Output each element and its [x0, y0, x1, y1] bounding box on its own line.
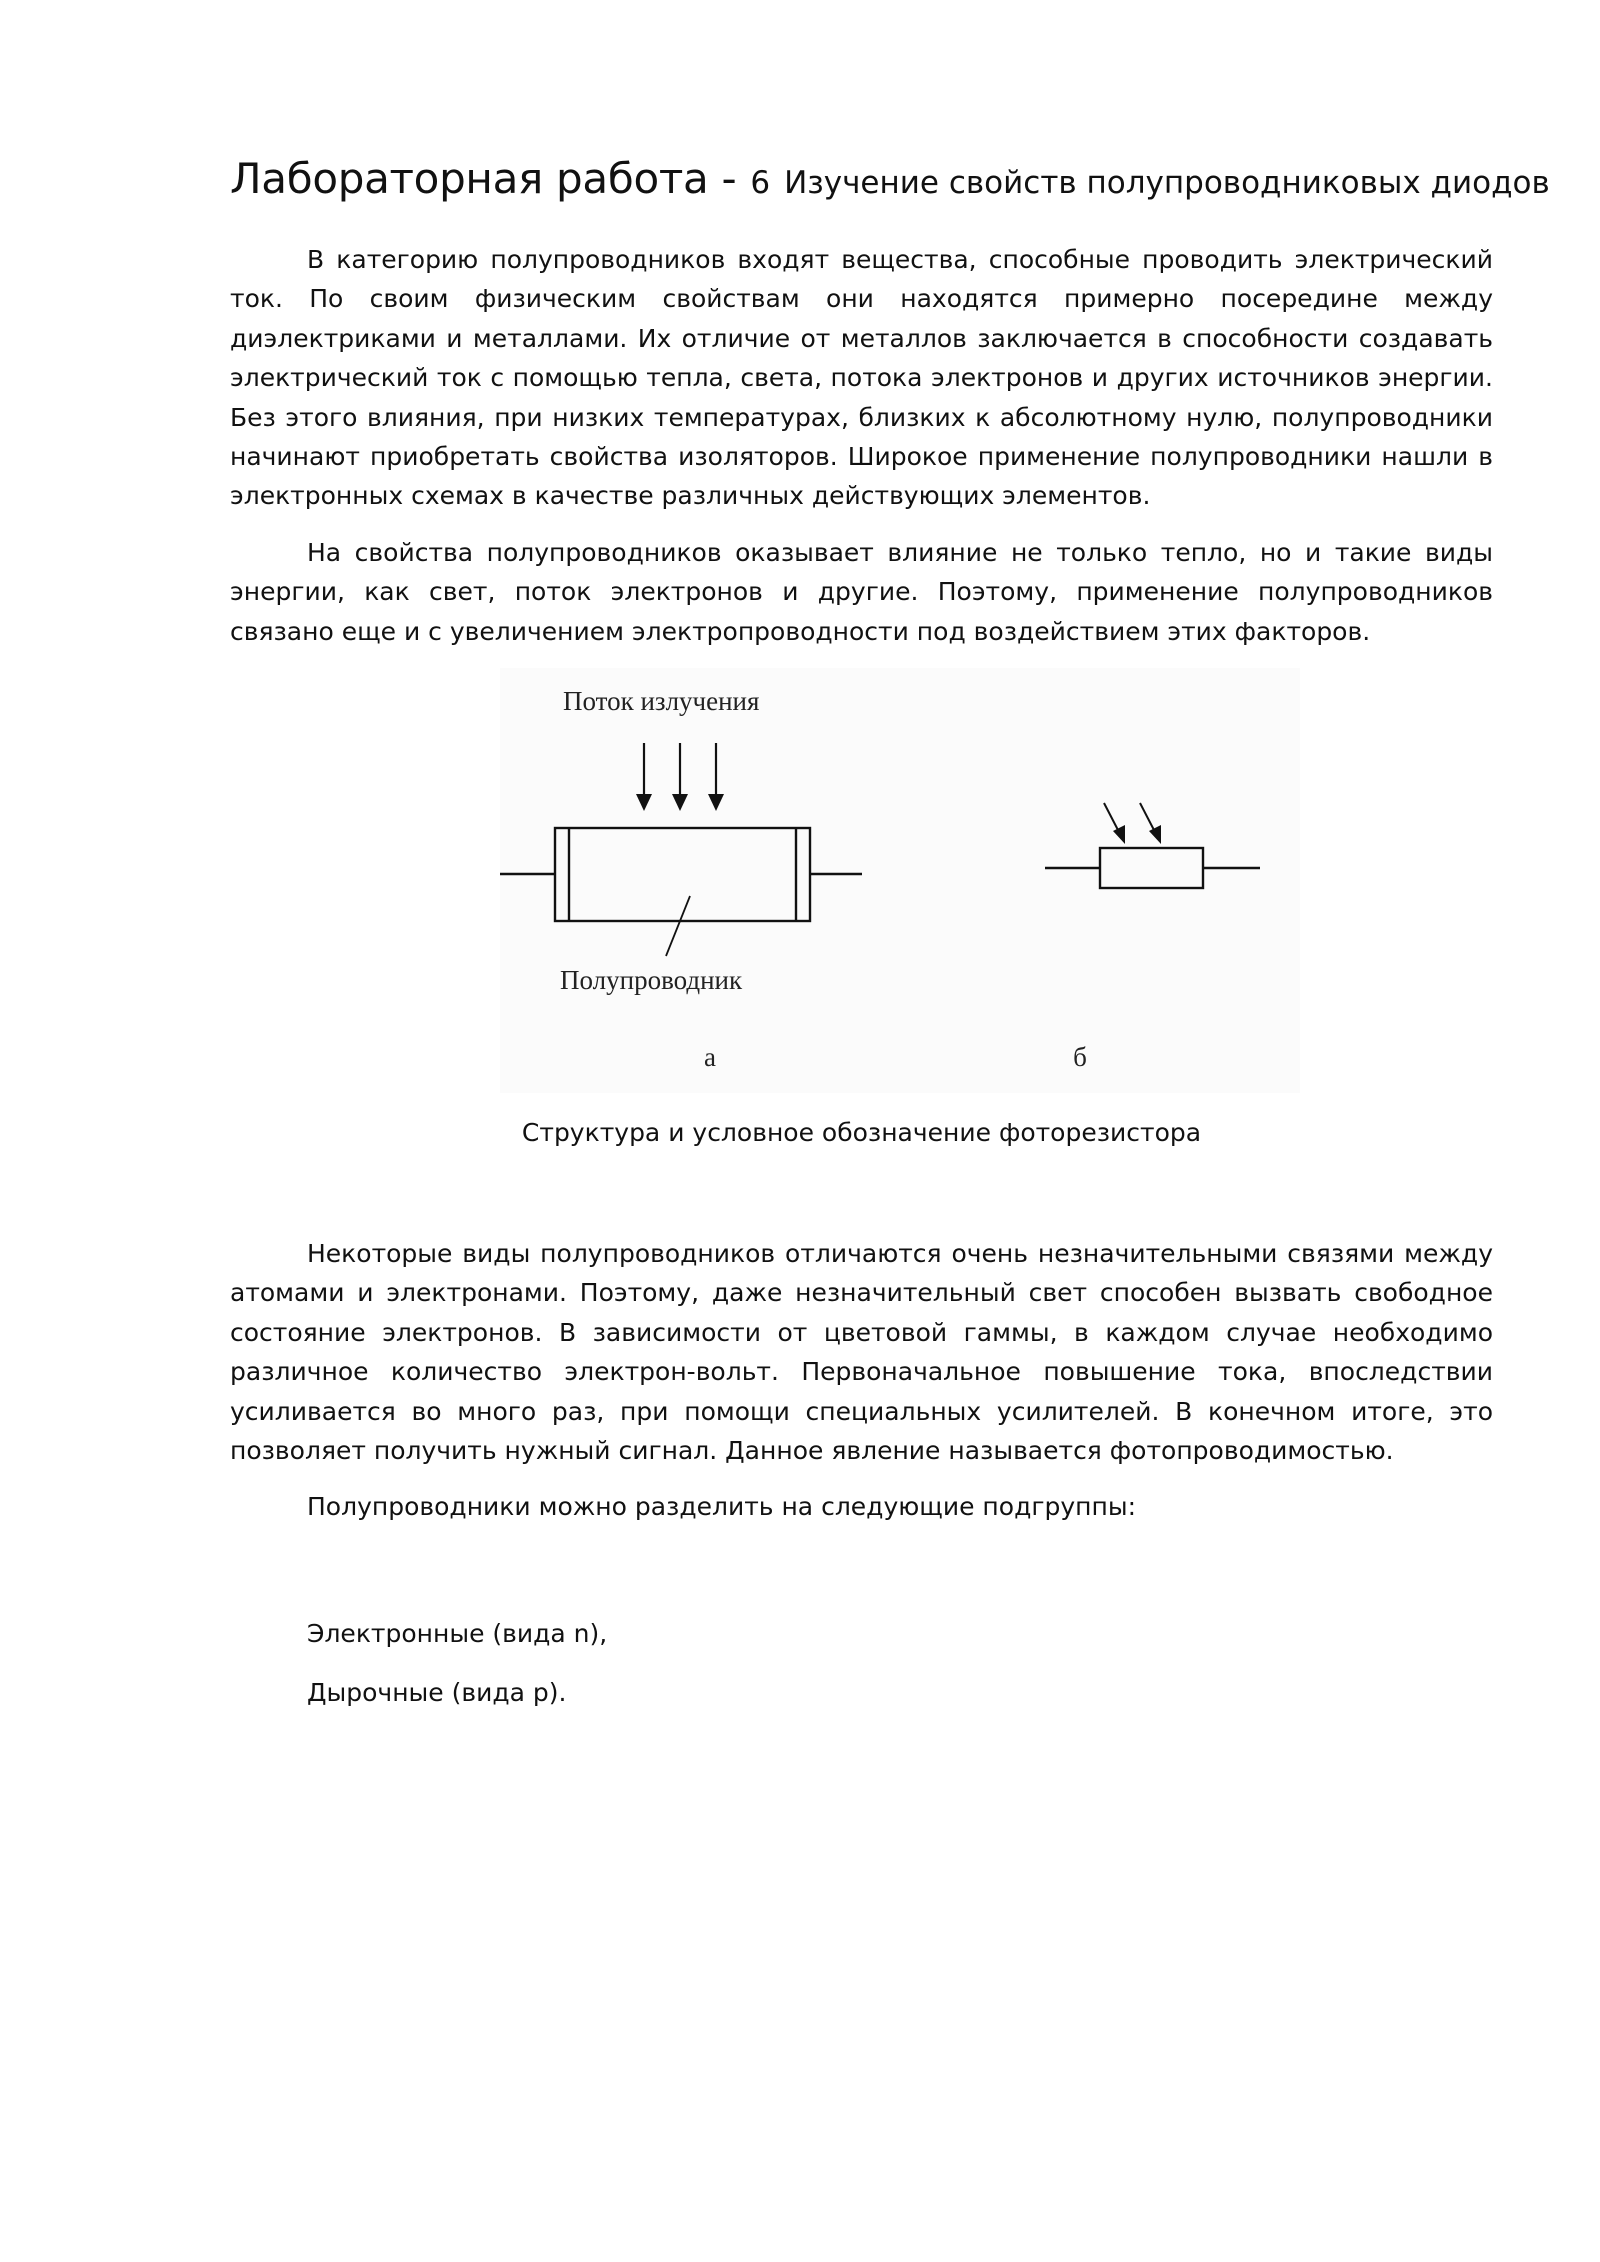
label-b: б	[1073, 1042, 1087, 1072]
photoresistor-diagram	[500, 668, 1300, 1093]
photoresistor-figure	[500, 668, 1300, 1093]
figure-caption: Структура и условное обозначение фоторезистора	[521, 1118, 1202, 1147]
paragraph-photoconductivity: Некоторые виды полупроводников отличаются очень незначительными связями между атомами и электронами. Поэтому, даже незначительный свет способен вызвать свободное состояние электронов. В зависимости от цветовой гаммы, в каждом случае необходимо различное количество электрон-вольт. Первоначальное повышение тока, впоследствии усиливается во много раз, при помощи специальных усилителей. В конечном итоге, это позволяет получить нужный сигнал. Данное явление называется фотопроводимостью.	[230, 1239, 1493, 1466]
paragraph-subgroups-intro: Полупроводники можно разделить на следующие подгруппы:	[307, 1492, 1137, 1521]
list-item: Электронные (вида n),	[307, 1619, 608, 1648]
label-radiation: Поток излучения	[563, 686, 760, 716]
label-semiconductor: Полупроводник	[560, 965, 743, 995]
radiation-arrowheads	[636, 794, 724, 811]
photoresistor-symbol	[1045, 803, 1260, 888]
title-main: Лабораторная работа -	[230, 154, 737, 203]
paragraph-energy: На свойства полупроводников оказывает влияние не только тепло, но и такие виды энергии, как свет, поток электронов и другие. Поэтому, применение полупроводников связано еще и с увеличением электропроводности под воздействием этих факторов.	[230, 538, 1493, 646]
label-a: а	[704, 1042, 716, 1072]
title-number: 6	[750, 165, 771, 201]
paragraph-intro: В категорию полупроводников входят вещества, способные проводить электрический ток. По своим физическим свойствам они находятся примерно посередине между диэлектриками и металлами. Их отличие от металлов заключается в способности создавать электрический ток с помощью тепла, света, потока электронов и других источников энергии. Без этого влияния, при низких температурах, близких к абсолютному нулю, полупроводники начинают приобретать свойства изоляторов. Широкое применение полупроводники нашли в электронных схемах в качестве различных действующих элементов.	[230, 245, 1493, 511]
title-subtitle: Изучение свойств полупроводниковых диодов	[784, 165, 1550, 201]
list-item: Дырочные (вида p).	[307, 1678, 567, 1707]
radiation-arrows	[644, 743, 716, 798]
photoresistor-structure	[500, 828, 862, 956]
page-title	[230, 154, 1550, 203]
